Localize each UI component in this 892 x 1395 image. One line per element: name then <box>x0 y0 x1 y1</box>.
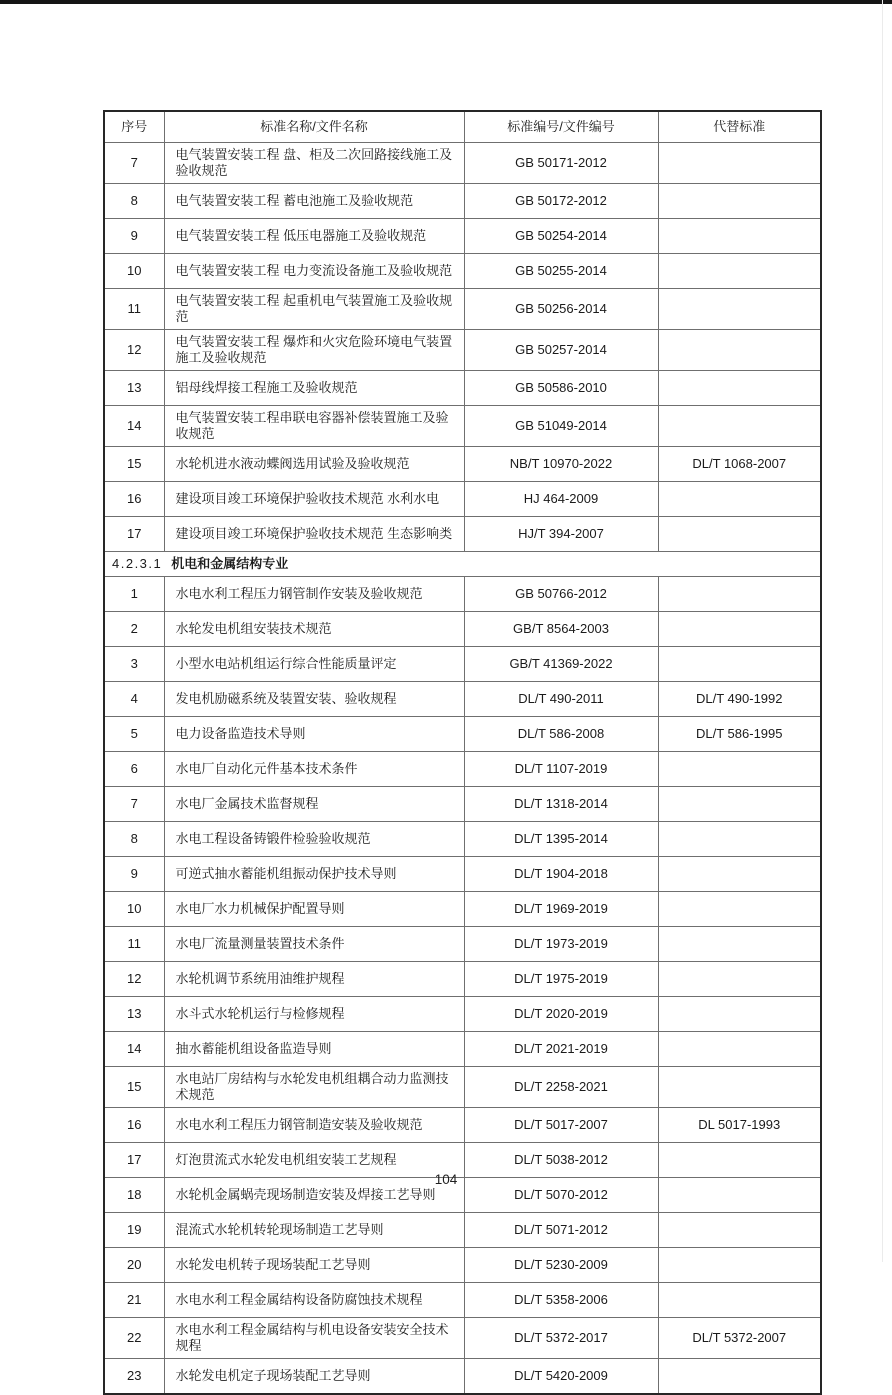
table-row <box>104 857 821 892</box>
standard-code-cell: DL/T 490-2011 <box>464 682 658 717</box>
scan-edge-top <box>0 0 892 4</box>
replaced-standard-cell <box>658 857 821 892</box>
replaced-standard-cell <box>658 482 821 517</box>
standard-code-cell: DL/T 1107-2019 <box>464 752 658 787</box>
standard-name-cell: 水电水利工程压力钢管制造安装及验收规范 <box>164 1108 464 1143</box>
table-row <box>104 1248 821 1283</box>
standard-name-cell: 混流式水轮机转轮现场制造工艺导则 <box>164 1213 464 1248</box>
standard-code-cell: DL/T 1318-2014 <box>464 787 658 822</box>
row-number-cell: 9 <box>104 219 164 254</box>
table-row <box>104 1283 821 1318</box>
table-row <box>104 447 821 482</box>
standards-table <box>103 110 822 1395</box>
standard-name-cell: 水轮机进水液动蝶阀选用试验及验收规范 <box>164 447 464 482</box>
replaced-standard-cell <box>658 371 821 406</box>
row-number-cell: 4 <box>104 682 164 717</box>
standard-code-cell: GB 50256-2014 <box>464 289 658 330</box>
standard-name-cell: 电气装置安装工程 电力变流设备施工及验收规范 <box>164 254 464 289</box>
row-number-cell: 17 <box>104 517 164 552</box>
replaced-standard-cell: DL/T 490-1992 <box>658 682 821 717</box>
standard-name-cell: 水电工程设备铸锻件检验验收规范 <box>164 822 464 857</box>
row-number-cell: 11 <box>104 289 164 330</box>
standard-name-cell: 灯泡贯流式水轮发电机组安装工艺规程 <box>164 1143 464 1178</box>
page-number: 104 <box>434 1172 458 1187</box>
standard-code-cell: DL/T 2021-2019 <box>464 1032 658 1067</box>
table-row <box>104 647 821 682</box>
row-number-cell: 16 <box>104 482 164 517</box>
standard-code-cell: DL/T 5070-2012 <box>464 1178 658 1213</box>
row-number-cell: 14 <box>104 406 164 447</box>
standard-name-cell: 水轮机金属蜗壳现场制造安装及焊接工艺导则 <box>164 1178 464 1213</box>
replaced-standard-cell <box>658 997 821 1032</box>
section-heading-cell <box>104 552 821 577</box>
standard-code-cell: GB 50254-2014 <box>464 219 658 254</box>
row-number-cell: 7 <box>104 787 164 822</box>
replaced-standard-cell <box>658 927 821 962</box>
row-number-cell: 12 <box>104 962 164 997</box>
standard-name-cell: 水斗式水轮机运行与检修规程 <box>164 997 464 1032</box>
table-row <box>104 330 821 371</box>
section-number: 4.2.3.1 <box>112 556 163 571</box>
standard-name-cell: 电力设备监造技术导则 <box>164 717 464 752</box>
standard-code-cell: GB 50172-2012 <box>464 184 658 219</box>
table-row <box>104 517 821 552</box>
table-row <box>104 962 821 997</box>
standard-name-cell: 铝母线焊接工程施工及验收规范 <box>164 371 464 406</box>
standard-name-cell: 水电水利工程金属结构与机电设备安装安全技术规程 <box>164 1318 464 1359</box>
standard-code-cell: HJ/T 394-2007 <box>464 517 658 552</box>
standard-name-cell: 水电站厂房结构与水轮发电机组耦合动力监测技术规范 <box>164 1067 464 1108</box>
replaced-standard-cell <box>658 219 821 254</box>
table-row <box>104 289 821 330</box>
standard-name-cell: 发电机励磁系统及装置安装、验收规程 <box>164 682 464 717</box>
standard-code-cell: DL/T 5071-2012 <box>464 1213 658 1248</box>
standard-code-cell: DL/T 2020-2019 <box>464 997 658 1032</box>
replaced-standard-cell <box>658 612 821 647</box>
replaced-standard-cell <box>658 1359 821 1395</box>
column-header-name: 标准名称/文件名称 <box>164 111 464 143</box>
standard-code-cell: GB/T 8564-2003 <box>464 612 658 647</box>
standard-name-cell: 小型水电站机组运行综合性能质量评定 <box>164 647 464 682</box>
replaced-standard-cell <box>658 1283 821 1318</box>
row-number-cell: 16 <box>104 1108 164 1143</box>
row-number-cell: 18 <box>104 1178 164 1213</box>
replaced-standard-cell <box>658 517 821 552</box>
standard-code-cell: GB 50171-2012 <box>464 143 658 184</box>
section-heading-row <box>104 552 821 577</box>
standard-code-cell: GB 50257-2014 <box>464 330 658 371</box>
replaced-standard-cell: DL 5017-1993 <box>658 1108 821 1143</box>
table-row <box>104 717 821 752</box>
replaced-standard-cell <box>658 330 821 371</box>
replaced-standard-cell <box>658 577 821 612</box>
row-number-cell: 6 <box>104 752 164 787</box>
row-number-cell: 8 <box>104 184 164 219</box>
standard-name-cell: 电气装置安装工程 盘、柜及二次回路接线施工及验收规范 <box>164 143 464 184</box>
standards-table-container <box>103 110 822 1395</box>
standard-name-cell: 水轮发电机定子现场装配工艺导则 <box>164 1359 464 1395</box>
standard-code-cell: DL/T 5038-2012 <box>464 1143 658 1178</box>
column-header-replaced: 代替标准 <box>658 111 821 143</box>
row-number-cell: 10 <box>104 254 164 289</box>
table-row <box>104 787 821 822</box>
standard-name-cell: 电气装置安装工程串联电容器补偿装置施工及验收规范 <box>164 406 464 447</box>
standard-name-cell: 水电厂自动化元件基本技术条件 <box>164 752 464 787</box>
row-number-cell: 14 <box>104 1032 164 1067</box>
row-number-cell: 13 <box>104 997 164 1032</box>
table-row <box>104 612 821 647</box>
replaced-standard-cell: DL/T 5372-2007 <box>658 1318 821 1359</box>
column-header-code: 标准编号/文件编号 <box>464 111 658 143</box>
standard-name-cell: 水电水利工程金属结构设备防腐蚀技术规程 <box>164 1283 464 1318</box>
table-row <box>104 1032 821 1067</box>
replaced-standard-cell <box>658 752 821 787</box>
table-row <box>104 1067 821 1108</box>
standard-code-cell: DL/T 1975-2019 <box>464 962 658 997</box>
standard-code-cell: GB 51049-2014 <box>464 406 658 447</box>
standard-name-cell: 可逆式抽水蓄能机组振动保护技术导则 <box>164 857 464 892</box>
standard-code-cell: HJ 464-2009 <box>464 482 658 517</box>
row-number-cell: 13 <box>104 371 164 406</box>
replaced-standard-cell <box>658 1067 821 1108</box>
standard-name-cell: 水轮发电机组安装技术规范 <box>164 612 464 647</box>
row-number-cell: 10 <box>104 892 164 927</box>
standard-name-cell: 建设项目竣工环境保护验收技术规范 水利水电 <box>164 482 464 517</box>
row-number-cell: 5 <box>104 717 164 752</box>
replaced-standard-cell <box>658 143 821 184</box>
table-row <box>104 752 821 787</box>
table-row <box>104 1108 821 1143</box>
standard-name-cell: 水电厂金属技术监督规程 <box>164 787 464 822</box>
standard-code-cell: DL/T 1904-2018 <box>464 857 658 892</box>
standard-code-cell: DL/T 5017-2007 <box>464 1108 658 1143</box>
replaced-standard-cell <box>658 1248 821 1283</box>
standard-name-cell: 电气装置安装工程 蓄电池施工及验收规范 <box>164 184 464 219</box>
replaced-standard-cell <box>658 787 821 822</box>
replaced-standard-cell: DL/T 1068-2007 <box>658 447 821 482</box>
standard-name-cell: 水轮机调节系统用油维护规程 <box>164 962 464 997</box>
row-number-cell: 11 <box>104 927 164 962</box>
table-row <box>104 254 821 289</box>
replaced-standard-cell <box>658 647 821 682</box>
table-row <box>104 1359 821 1395</box>
table-row <box>104 184 821 219</box>
table-row <box>104 219 821 254</box>
table-row <box>104 577 821 612</box>
standard-name-cell: 水电水利工程压力钢管制作安装及验收规范 <box>164 577 464 612</box>
replaced-standard-cell <box>658 406 821 447</box>
row-number-cell: 15 <box>104 1067 164 1108</box>
standard-code-cell: DL/T 586-2008 <box>464 717 658 752</box>
standard-code-cell: DL/T 5230-2009 <box>464 1248 658 1283</box>
row-number-cell: 23 <box>104 1359 164 1395</box>
row-number-cell: 19 <box>104 1213 164 1248</box>
replaced-standard-cell <box>658 1213 821 1248</box>
standard-name-cell: 抽水蓄能机组设备监造导则 <box>164 1032 464 1067</box>
scan-artifact-line <box>882 0 883 1262</box>
table-row <box>104 682 821 717</box>
row-number-cell: 21 <box>104 1283 164 1318</box>
replaced-standard-cell <box>658 1032 821 1067</box>
standard-code-cell: DL/T 5358-2006 <box>464 1283 658 1318</box>
row-number-cell: 17 <box>104 1143 164 1178</box>
replaced-standard-cell <box>658 962 821 997</box>
table-row <box>104 371 821 406</box>
standard-code-cell: DL/T 1969-2019 <box>464 892 658 927</box>
row-number-cell: 22 <box>104 1318 164 1359</box>
replaced-standard-cell <box>658 254 821 289</box>
standard-name-cell: 水轮发电机转子现场装配工艺导则 <box>164 1248 464 1283</box>
table-row <box>104 997 821 1032</box>
standard-code-cell: GB/T 41369-2022 <box>464 647 658 682</box>
standard-code-cell: NB/T 10970-2022 <box>464 447 658 482</box>
row-number-cell: 9 <box>104 857 164 892</box>
column-header-serial: 序号 <box>104 111 164 143</box>
table-row <box>104 143 821 184</box>
standard-name-cell: 水电厂流量测量装置技术条件 <box>164 927 464 962</box>
standard-code-cell: DL/T 5420-2009 <box>464 1359 658 1395</box>
row-number-cell: 12 <box>104 330 164 371</box>
standard-code-cell: DL/T 5372-2017 <box>464 1318 658 1359</box>
replaced-standard-cell: DL/T 586-1995 <box>658 717 821 752</box>
row-number-cell: 20 <box>104 1248 164 1283</box>
replaced-standard-cell <box>658 184 821 219</box>
row-number-cell: 15 <box>104 447 164 482</box>
table-row <box>104 482 821 517</box>
standard-name-cell: 水电厂水力机械保护配置导则 <box>164 892 464 927</box>
table-row <box>104 927 821 962</box>
replaced-standard-cell <box>658 289 821 330</box>
table-row <box>104 822 821 857</box>
standard-code-cell: DL/T 1973-2019 <box>464 927 658 962</box>
standard-name-cell: 电气装置安装工程 爆炸和火灾危险环境电气装置施工及验收规范 <box>164 330 464 371</box>
standard-name-cell: 电气装置安装工程 起重机电气装置施工及验收规范 <box>164 289 464 330</box>
row-number-cell: 2 <box>104 612 164 647</box>
table-row <box>104 1318 821 1359</box>
row-number-cell: 7 <box>104 143 164 184</box>
table-row <box>104 406 821 447</box>
table-row <box>104 892 821 927</box>
standard-code-cell: DL/T 2258-2021 <box>464 1067 658 1108</box>
standard-code-cell: DL/T 1395-2014 <box>464 822 658 857</box>
table-row <box>104 1213 821 1248</box>
standard-code-cell: GB 50766-2012 <box>464 577 658 612</box>
standard-name-cell: 电气装置安装工程 低压电器施工及验收规范 <box>164 219 464 254</box>
standard-code-cell: GB 50255-2014 <box>464 254 658 289</box>
standard-name-cell: 建设项目竣工环境保护验收技术规范 生态影响类 <box>164 517 464 552</box>
row-number-cell: 1 <box>104 577 164 612</box>
replaced-standard-cell <box>658 892 821 927</box>
standard-code-cell: GB 50586-2010 <box>464 371 658 406</box>
table-header-row <box>104 111 821 143</box>
row-number-cell: 3 <box>104 647 164 682</box>
replaced-standard-cell <box>658 822 821 857</box>
row-number-cell: 8 <box>104 822 164 857</box>
section-title: 机电和金属结构专业 <box>171 556 289 571</box>
